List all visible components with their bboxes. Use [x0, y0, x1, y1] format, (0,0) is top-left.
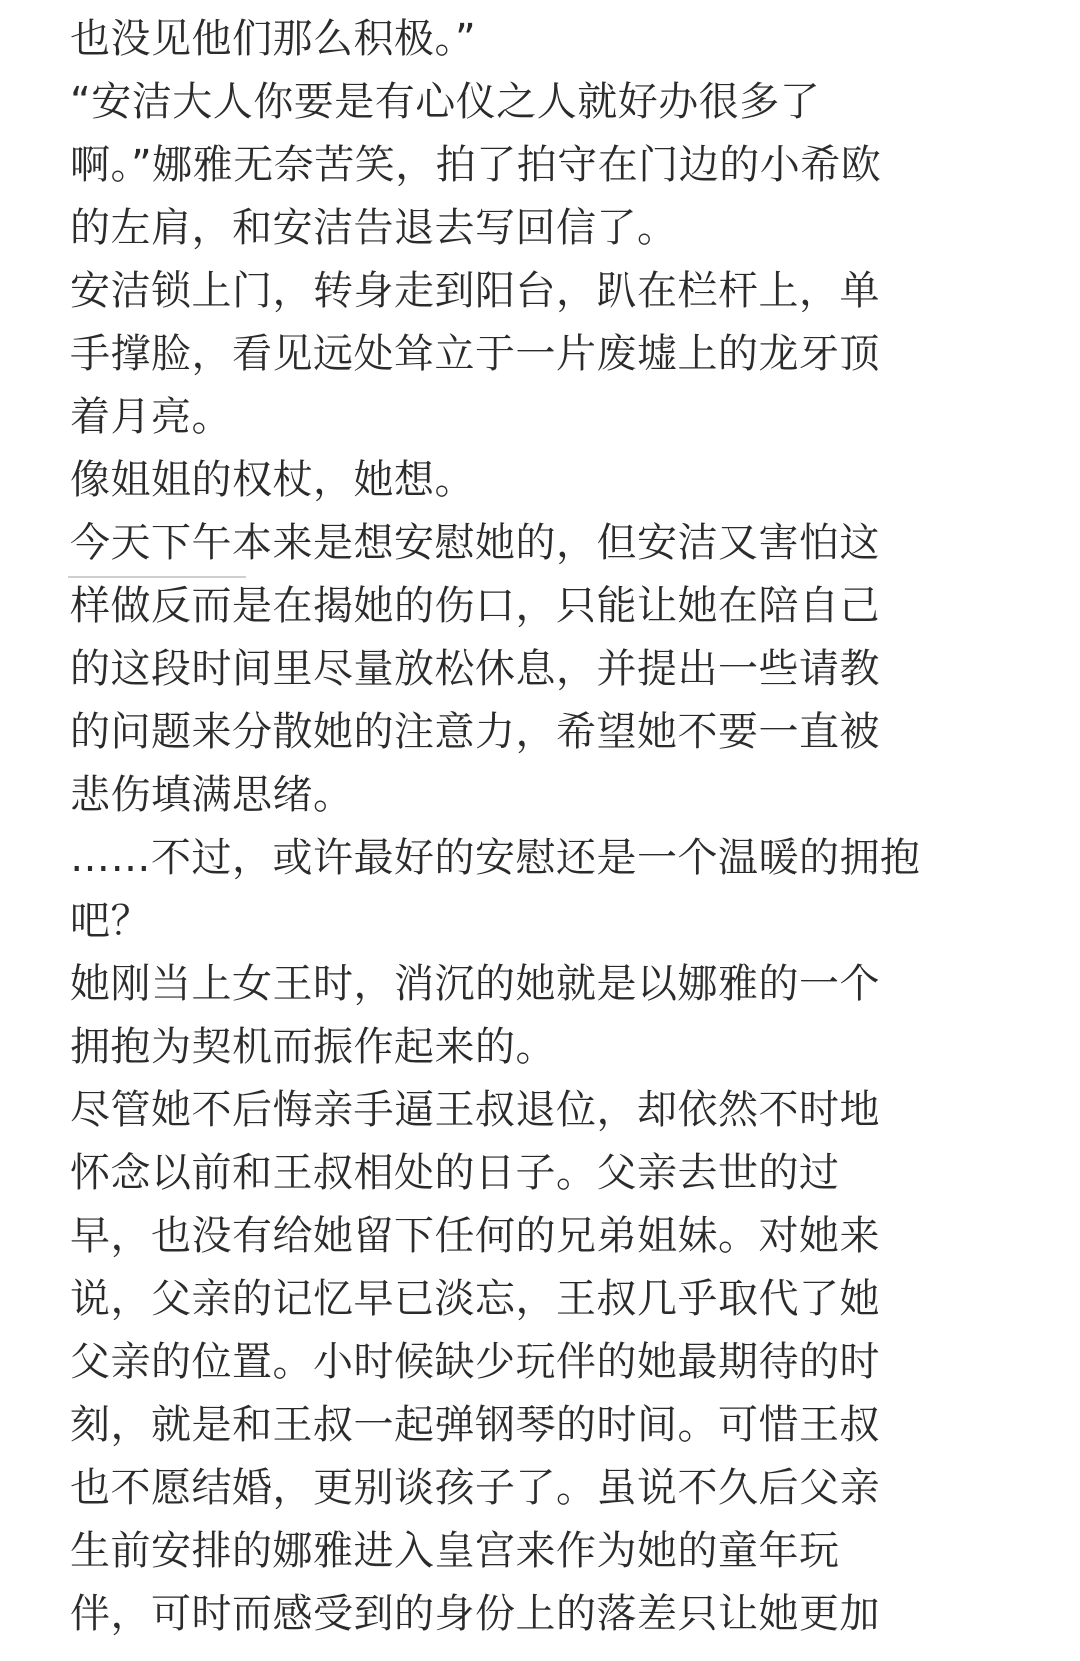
text-line-5: 安洁锁上门，转身走到阳台，趴在栏杆上，单 [70, 268, 880, 314]
text-line-20: 早，也没有给她留下任何的兄弟姐妹。对她来 [70, 1213, 880, 1259]
text-line-18: 尽管她不后悔亲手逼王叔退位，却依然不时地 [70, 1087, 880, 1133]
text-line-2: “安洁大人你要是有心仪之人就好办很多了 [70, 79, 821, 125]
text-line-14: ……不过，或许最好的安慰还是一个温暖的拥抱 [70, 835, 921, 881]
story-text [70, 8, 1015, 1646]
text-underline-mark [68, 576, 246, 578]
text-line-3: 啊。”娜雅无奈苦笑，拍了拍守在门边的小希欧 [70, 142, 882, 188]
text-line-12: 的问题来分散她的注意力，希望她不要一直被 [70, 709, 880, 755]
text-line-25: 生前安排的娜雅进入皇宫来作为她的童年玩 [70, 1528, 840, 1574]
text-line-13: 悲伤填满思绪。 [70, 772, 354, 818]
text-line-19: 怀念以前和王叔相处的日子。父亲去世的过 [70, 1150, 840, 1196]
text-line-1: 也没见他们那么积极。” [70, 16, 477, 62]
text-line-16: 她刚当上女王时，消沉的她就是以娜雅的一个 [70, 961, 880, 1007]
text-line-22: 父亲的位置。小时候缺少玩伴的她最期待的时 [70, 1339, 880, 1385]
text-line-26: 伴，可时而感受到的身份上的落差只让她更加 [70, 1591, 880, 1637]
text-line-15: 吧？ [70, 898, 151, 944]
text-line-11: 的这段时间里尽量放松休息，并提出一些请教 [70, 646, 880, 692]
text-line-10: 样做反而是在揭她的伤口，只能让她在陪自己 [70, 583, 880, 629]
text-line-4: 的左肩，和安洁告退去写回信了。 [70, 205, 678, 251]
text-line-21: 说，父亲的记忆早已淡忘，王叔几乎取代了她 [70, 1276, 880, 1322]
text-line-6: 手撑脸，看见远处耸立于一片废墟上的龙牙顶 [70, 331, 880, 377]
text-line-24: 也不愿结婚，更别谈孩子了。虽说不久后父亲 [70, 1465, 880, 1511]
text-line-17: 拥抱为契机而振作起来的。 [70, 1024, 556, 1070]
text-line-23: 刻，就是和王叔一起弹钢琴的时间。可惜王叔 [70, 1402, 880, 1448]
text-line-8: 像姐姐的权杖，她想。 [70, 457, 475, 503]
text-line-7: 着月亮。 [70, 394, 232, 440]
text-line-9: 今天下午本来是想安慰她的，但安洁又害怕这 [70, 520, 880, 566]
